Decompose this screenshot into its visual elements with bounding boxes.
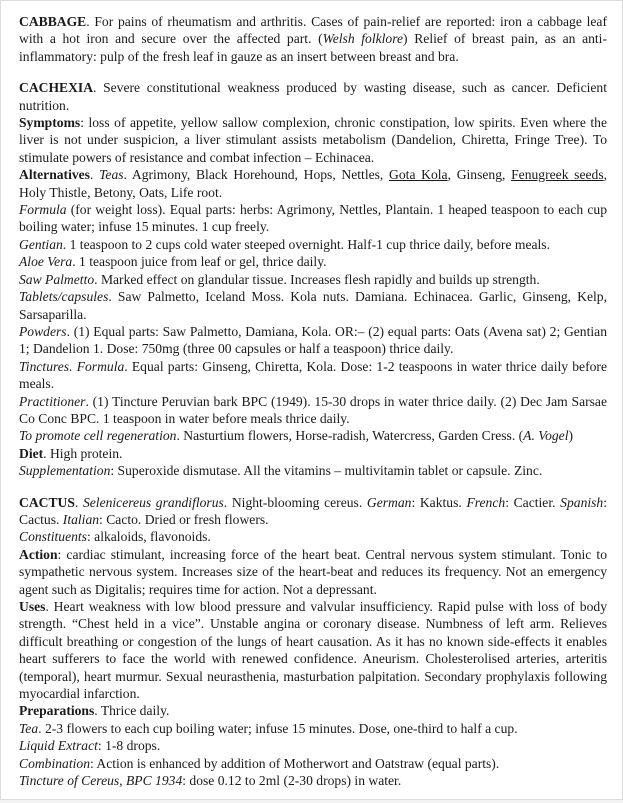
italic-label: Tablets/capsules bbox=[19, 289, 109, 305]
cactus-preparations bbox=[19, 702, 607, 719]
cachexia-aloe bbox=[19, 253, 607, 270]
italic-label: Aloe Vera bbox=[19, 254, 73, 270]
body-text: . Agrimony, Black Horehound, Hops, Nettles, bbox=[123, 167, 390, 183]
body-text: (for weight loss). Equal parts: herbs: Agrimony, Nettles, Plantain. 1 heaped teaspoon to each cup boiling water; infuse 15 minutes. 1 cup freely. bbox=[19, 202, 607, 235]
entry-heading: CACHEXIA bbox=[19, 80, 94, 96]
body-text: : cardiac stimulant, increasing force of the heart beat. Central nervous system stimulant. Tonic to sympathetic nervous system. Increases size of the heart-beat and reduces its frequency. Not an emergency agent such as Digitalis; requires time for action. Not a depressant. bbox=[19, 546, 607, 597]
italic-label: Italian bbox=[62, 511, 100, 527]
italic-label: Spanish bbox=[560, 494, 604, 510]
entry-cabbage bbox=[19, 13, 607, 65]
italic-text: Welsh folklore bbox=[322, 31, 404, 47]
cachexia-intro bbox=[19, 79, 607, 114]
body-text: . Severe constitutional weakness produced by wasting disease, such as cancer. Deficient nutrition. bbox=[19, 80, 607, 113]
italic-label: Liquid Extract bbox=[19, 738, 98, 754]
cactus-liquid-extract bbox=[19, 737, 607, 754]
body-text: , Ginseng, bbox=[447, 167, 512, 183]
body-text: . 1 teaspoon to 2 cups cold water steeped overnight. Half-1 cup thrice daily, before meals. bbox=[62, 236, 550, 252]
italic-label: Tincture of Cereus, BPC 1934 bbox=[19, 773, 183, 789]
body-text: . Marked effect on glandular tissue. Increases flesh rapidly and builds up strength. bbox=[94, 271, 540, 287]
latin-name: Selenicereus grandiflorus bbox=[82, 494, 224, 510]
cachexia-alternatives bbox=[19, 166, 607, 201]
cactus-tea bbox=[19, 720, 607, 737]
cactus-uses bbox=[19, 598, 607, 702]
body-text: : Cactier. bbox=[505, 494, 561, 510]
body-text: : dose 0.12 to 2ml (2-30 drops) in water. bbox=[182, 773, 402, 789]
entry-heading: CABBAGE bbox=[19, 14, 87, 29]
italic-label: Supplementation bbox=[19, 463, 111, 479]
body-text: . Heart weakness with low blood pressure and valvular insufficiency. Rapid pulse with loss of body strength. “Chest held in a vice”. Unstable angina or coronary disease. Numbness of left arm. Relieves difficult breathing or congestion of the lungs of heart causation. As it has no known side-effects it enables heart sufferers to face the world with renewed confidence. Aneurism. Cholesterolised arteries, arteritis (temporal), heart murmur. Sexual neurasthenia, masturbation palpitation. Secondary prophylaxis following myocardial infarction. bbox=[19, 599, 607, 702]
italic-label: Gentian bbox=[19, 236, 63, 252]
section-label: Symptoms bbox=[19, 115, 81, 131]
cachexia-diet bbox=[19, 445, 607, 462]
body-text: ) Relief of breast pain, as an anti-inflammatory: pulp of the fresh leaf in gauze as an insert between breast and bra. bbox=[19, 31, 607, 64]
entry-cactus bbox=[19, 494, 607, 790]
cactus-constituents bbox=[19, 528, 607, 545]
italic-text: A. Vogel bbox=[523, 428, 569, 444]
section-label: Preparations bbox=[19, 703, 95, 719]
document-body bbox=[19, 13, 607, 803]
underlined-text: Fenugreek seeds bbox=[511, 167, 604, 183]
italic-label: Powders bbox=[19, 323, 67, 339]
body-text: : alkaloids, flavonoids. bbox=[86, 529, 211, 545]
cachexia-gentian bbox=[19, 236, 607, 253]
italic-label: French bbox=[466, 494, 506, 510]
cachexia-practitioner bbox=[19, 393, 607, 428]
italic-label: Practitioner bbox=[19, 393, 86, 409]
italic-label: Tinctures. Formula bbox=[19, 358, 125, 374]
cachexia-saw-palmetto bbox=[19, 271, 607, 288]
cachexia-supplementation bbox=[19, 462, 607, 479]
section-label: Alternatives bbox=[19, 167, 90, 183]
body-text: . Thrice daily. bbox=[94, 703, 170, 719]
body-text: : Kaktus. bbox=[411, 494, 467, 510]
cachexia-tablets bbox=[19, 288, 607, 323]
italic-label: Saw Palmetto bbox=[19, 271, 95, 287]
underlined-text: Gota Kola bbox=[389, 167, 448, 183]
cachexia-formula bbox=[19, 201, 607, 236]
cactus-tincture bbox=[19, 772, 607, 789]
body-text: : 1-8 drops. bbox=[97, 738, 161, 754]
body-text: . Equal parts: Ginseng, Chiretta, Kola. Dose: 1-2 teaspoons in water thrice daily before meals. bbox=[19, 358, 607, 392]
cactus-action bbox=[19, 546, 607, 598]
body-text: . (1) Equal parts: Saw Palmetto, Damiana, Kola. OR:– (2) equal parts: Oats (Avena sat) 2; Gentian 1; Dandelion 1. Dose: 750mg (three 00 capsules or half a teaspoon) thrice daily. bbox=[19, 323, 607, 357]
body-text: . High protein. bbox=[43, 445, 123, 461]
body-text: . (1) Tincture Peruvian bark BPC (1949). 15-30 drops in water thrice daily. (2) Dec Jam Sarsae Co Conc BPC. 1 teaspoon in water before meals thrice daily. bbox=[19, 393, 607, 426]
cachexia-powders bbox=[19, 323, 607, 358]
cactus-combination bbox=[19, 755, 607, 772]
body-text: . 1 teaspoon juice from leaf or gel, thrice daily. bbox=[72, 254, 327, 270]
body-text: . Saw Palmetto, Iceland Moss. Kola nuts. Damiana. Echinacea. Garlic, Ginseng, Kelp, Sarsaparilla. bbox=[19, 289, 607, 322]
body-text: : Action is enhanced by addition of Motherwort and Oatstraw (equal parts). bbox=[90, 755, 500, 771]
body-text: : loss of appetite, yellow sallow complexion, chronic constipation, low spirits. Even where the liver is not under suspicion, a liver stimulant assists metabolism (Dandelion, Chiretta, Fringe Tree). To stimulate powers of resistance and combat infection – Echinacea. bbox=[19, 115, 607, 165]
italic-label: To promote cell regeneration bbox=[19, 428, 177, 444]
italic-label: Tea bbox=[19, 720, 39, 736]
body-text: , Holy Thistle, Betony, Oats, Life root. bbox=[19, 167, 608, 200]
body-text: . Night-blooming cereus. bbox=[223, 494, 367, 510]
cachexia-tinctures bbox=[19, 358, 607, 393]
section-label: Action bbox=[19, 546, 58, 562]
body-text: ) bbox=[568, 428, 574, 444]
cachexia-symptoms bbox=[19, 114, 607, 166]
cachexia-cell-regeneration bbox=[19, 427, 607, 444]
body-text: . bbox=[89, 167, 100, 183]
body-text: : Cactus. bbox=[19, 494, 608, 527]
italic-label: Combination bbox=[19, 755, 90, 771]
section-label: Diet bbox=[19, 445, 44, 461]
cabbage-paragraph bbox=[19, 13, 607, 65]
italic-text: Teas bbox=[99, 167, 124, 183]
cactus-intro bbox=[19, 494, 607, 529]
italic-label: Constituents bbox=[19, 529, 87, 545]
body-text: : Superoxide dismutase. All the vitamins – multivitamin tablet or capsule. Zinc. bbox=[110, 463, 543, 479]
body-text: . 2-3 flowers to each cup boiling water; infuse 15 minutes. Dose, one-third to half a cup. bbox=[38, 720, 518, 736]
entry-heading: CACTUS bbox=[19, 494, 75, 510]
body-text: . For pains of rheumatism and arthritis. Cases of pain-relief are reported: iron a cabbage leaf with a hot iron and secure over the affected part. ( bbox=[19, 14, 607, 47]
body-text: . Nasturtium flowers, Horse-radish, Watercress, Garden Cress. ( bbox=[176, 428, 524, 444]
section-label: Uses bbox=[19, 599, 46, 614]
entry-cachexia bbox=[19, 79, 607, 479]
body-text: . bbox=[74, 494, 83, 510]
body-text: : Cacto. Dried or fresh flowers. bbox=[99, 511, 269, 527]
italic-label: Formula bbox=[19, 202, 67, 218]
italic-label: German bbox=[366, 494, 412, 510]
